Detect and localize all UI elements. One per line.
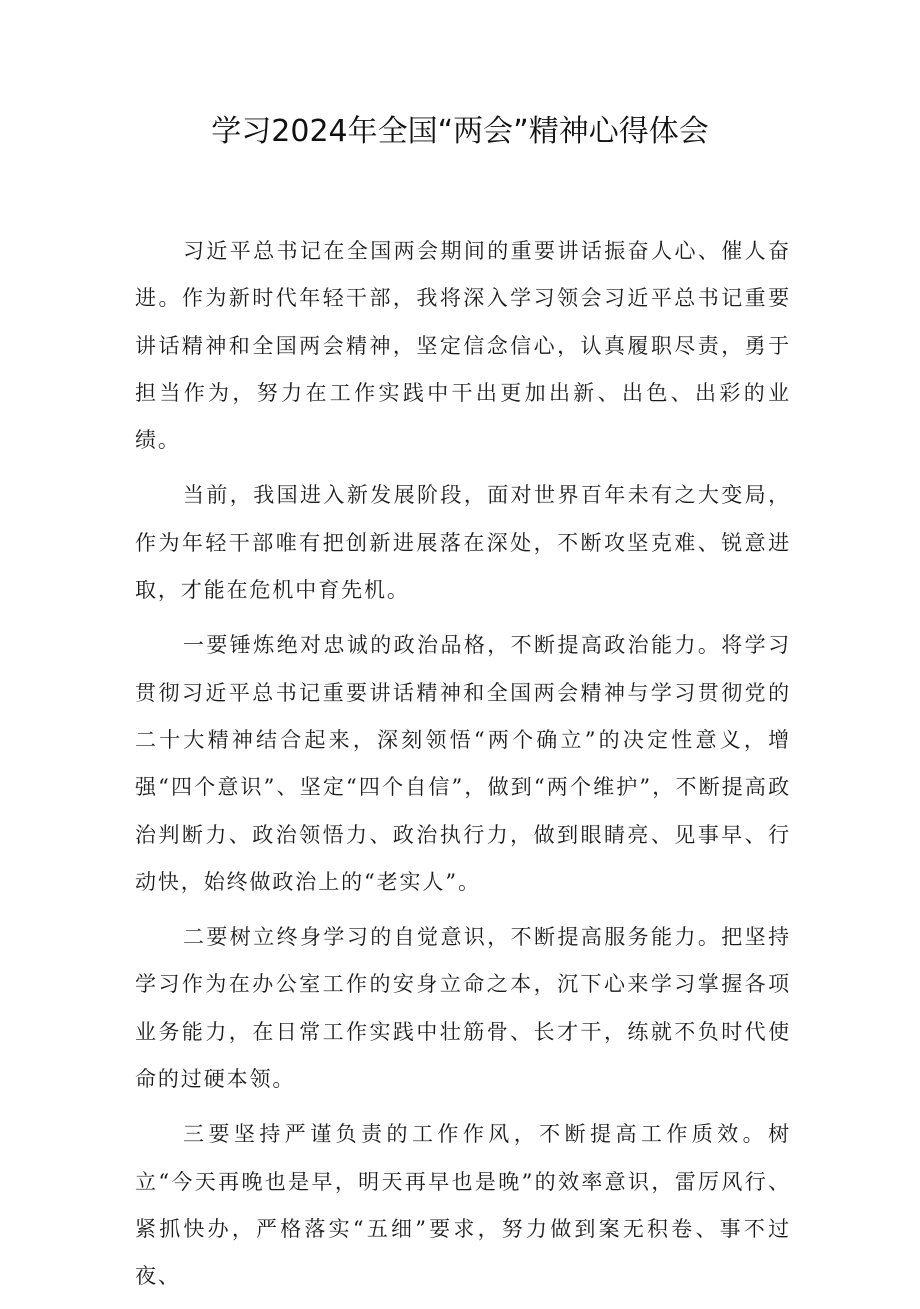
paragraph-point-one: 一要锤炼绝对忠诚的政治品格，不断提高政治能力。将学习贯彻习近平总书记重要讲话精神和全国两会精神与学习贯彻党的二十大精神结合起来，深刻领悟“两个确立”的决定性意义，增强“四个意识”、坚定“四个自信”，做到“两个维护”，不断提高政治判断力、政治领悟力、政治执行力，做到眼睛亮、见事早、行动快，始终做政治上的“老实人”。: [135, 633, 791, 894]
paragraph-context: 当前，我国进入新发展阶段，面对世界百年未有之大变局，作为年轻干部唯有把创新进展落在深处，不断攻坚克难、锐意进取，才能在危机中育先机。: [135, 483, 791, 603]
document-body: [135, 228, 791, 1309]
document-title: 学习2024年全国“两会”精神心得体会: [211, 114, 709, 149]
paragraph-point-two: 二要树立终身学习的自觉意识，不断提高服务能力。把坚持学习作为在办公室工作的安身立命之本，沉下心来学习掌握各项业务能力，在日常工作实践中壮筋骨、长才干，练就不负时代使命的过硬本领。: [135, 925, 791, 1092]
paragraph-intro: 习近平总书记在全国两会期间的重要讲话振奋人心、催人奋进。作为新时代年轻干部，我将深入学习领会习近平总书记重要讲话精神和全国两会精神，坚定信念信心，认真履职尽责，勇于担当作为，努力在工作实践中干出更加出新、出色、出彩的业绩。: [135, 239, 791, 453]
paragraph-point-three: 三要坚持严谨负责的工作作风，不断提高工作质效。树立“今天再晚也是早，明天再早也是晚”的效率意识，雷厉风行、紧抓快办，严格落实“五细”要求，努力做到案无积卷、事不过夜、: [135, 1122, 791, 1289]
